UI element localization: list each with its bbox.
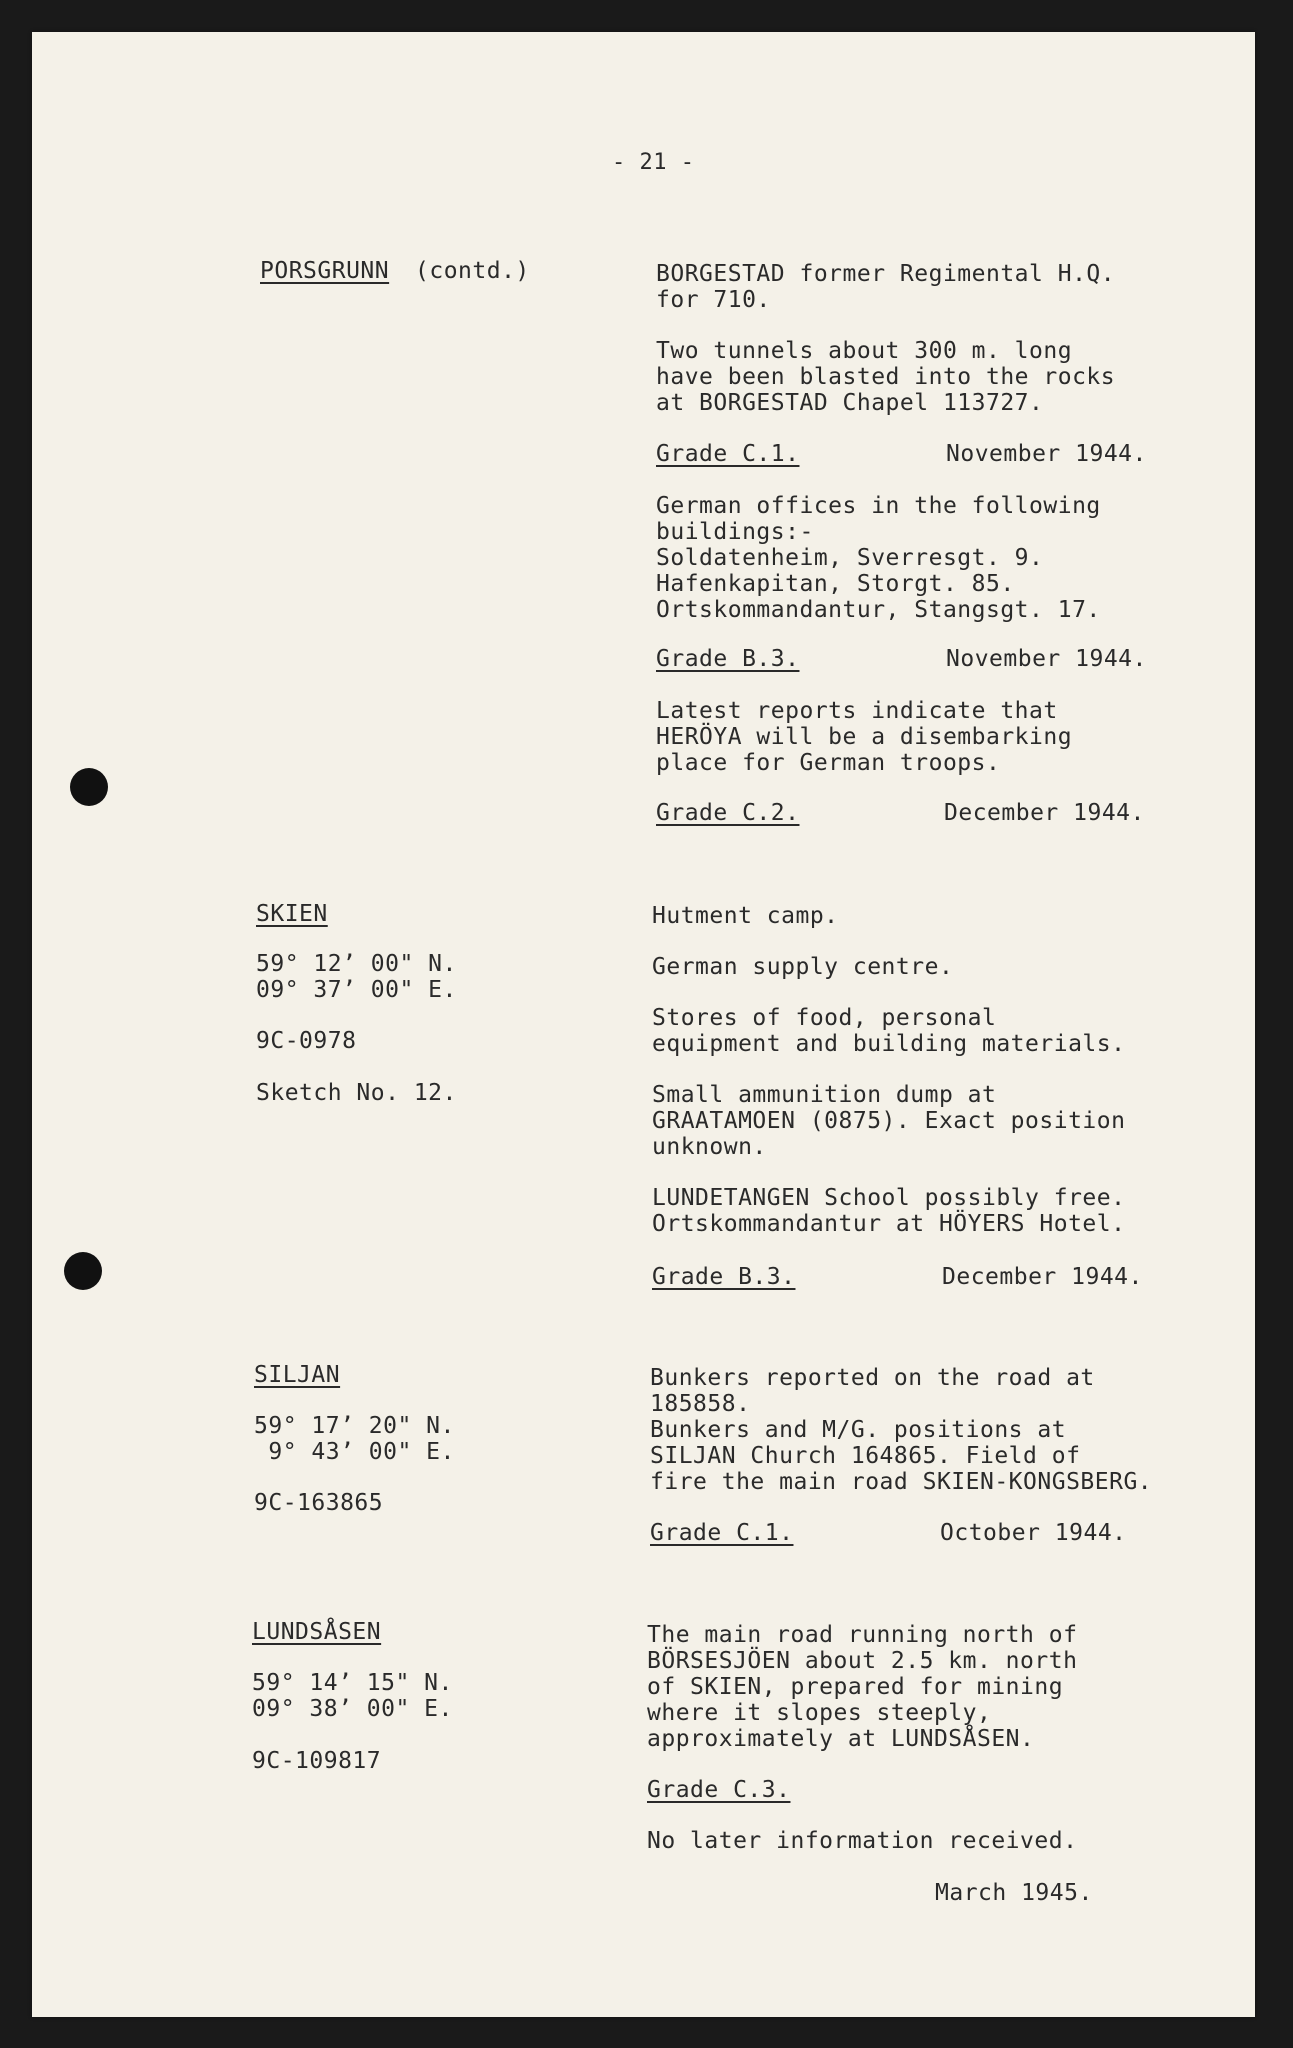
report-line: equipment and building materials. (652, 1031, 1126, 1057)
punch-hole-lower (64, 1252, 102, 1290)
grid-reference: 9C-163865 (254, 1490, 384, 1516)
report-line: of SKIEN, prepared for mining (647, 1674, 1064, 1700)
coordinate-longitude: 9° 43’ 00" E. (254, 1439, 455, 1465)
grade-label: Grade C.2. (656, 800, 800, 826)
report-line: LUNDETANGEN School possibly free. (652, 1185, 1126, 1211)
coordinate-longitude: 09° 38’ 00" E. (252, 1696, 453, 1722)
grade-date: December 1944. (942, 1264, 1143, 1290)
report-line: German offices in the following (656, 493, 1101, 519)
punch-hole-upper (70, 768, 108, 806)
grid-reference: 9C-109817 (252, 1748, 382, 1774)
report-line: Hafenkapitan, Storgt. 85. (656, 571, 1015, 597)
report-line: Hutment camp. (652, 903, 839, 929)
report-line: Ortskommandantur, Stangsgt. 17. (656, 597, 1101, 623)
report-line: Small ammunition dump at (652, 1082, 997, 1108)
place-suffix: (contd.) (415, 258, 530, 284)
report-line: buildings:- (656, 519, 814, 545)
report-line: German supply centre. (652, 954, 954, 980)
report-line: GRAATAMOEN (0875). Exact position (652, 1108, 1126, 1134)
report-line: BÖRSESJÖEN about 2.5 km. north (647, 1648, 1078, 1674)
report-line: place for German troops. (656, 750, 1001, 776)
report-line: Two tunnels about 300 m. long (656, 338, 1073, 364)
report-line: for 710. (656, 287, 771, 313)
coordinate-latitude: 59° 14’ 15" N. (252, 1670, 453, 1696)
report-line: have been blasted into the rocks (656, 364, 1116, 390)
place-heading: SILJAN (254, 1362, 341, 1388)
report-line: The main road running north of (647, 1622, 1078, 1648)
grade-label: Grade B.3. (656, 646, 800, 672)
place-heading: PORSGRUNN (260, 258, 390, 284)
grid-reference: 9C-0978 (256, 1028, 357, 1054)
report-line: Soldatenheim, Sverresgt. 9. (656, 545, 1044, 571)
grade-date: November 1944. (946, 441, 1147, 467)
report-line: at BORGESTAD Chapel 113727. (656, 390, 1044, 416)
report-line: No later information received. (647, 1828, 1078, 1854)
sketch-reference: Sketch No. 12. (256, 1080, 457, 1106)
grade-label: Grade B.3. (652, 1264, 796, 1290)
report-line: BORGESTAD former Regimental H.Q. (656, 261, 1116, 287)
closing-date: March 1945. (935, 1880, 1093, 1906)
report-line: approximately at LUNDSÅSEN. (647, 1726, 1035, 1752)
grade-label: Grade C.1. (650, 1520, 794, 1546)
report-line: SILJAN Church 164865. Field of (650, 1443, 1081, 1469)
coordinate-latitude: 59° 12’ 00" N. (256, 951, 457, 977)
place-heading: LUNDSÅSEN (252, 1619, 382, 1645)
place-heading: SKIEN (256, 901, 328, 927)
grade-date: October 1944. (940, 1520, 1127, 1546)
report-line: Ortskommandantur at HÖYERS Hotel. (652, 1211, 1126, 1237)
grade-label: Grade C.3. (647, 1777, 791, 1803)
report-line: Stores of food, personal (652, 1005, 997, 1031)
report-line: Bunkers and M/G. positions at (650, 1417, 1067, 1443)
report-line: fire the main road SKIEN-KONGSBERG. (650, 1469, 1153, 1495)
report-line: Bunkers reported on the road at (650, 1365, 1095, 1391)
page-number: - 21 - (612, 150, 695, 175)
report-line: where it slopes steeply, (647, 1700, 992, 1726)
grade-label: Grade C.1. (656, 441, 800, 467)
document-page (32, 32, 1255, 2017)
report-line: HERÖYA will be a disembarking (656, 724, 1073, 750)
report-line: unknown. (652, 1134, 767, 1160)
coordinate-latitude: 59° 17’ 20" N. (254, 1413, 455, 1439)
grade-date: December 1944. (944, 800, 1145, 826)
report-line: 185858. (650, 1391, 751, 1417)
coordinate-longitude: 09° 37’ 00" E. (256, 977, 457, 1003)
report-line: Latest reports indicate that (656, 698, 1058, 724)
grade-date: November 1944. (946, 646, 1147, 672)
